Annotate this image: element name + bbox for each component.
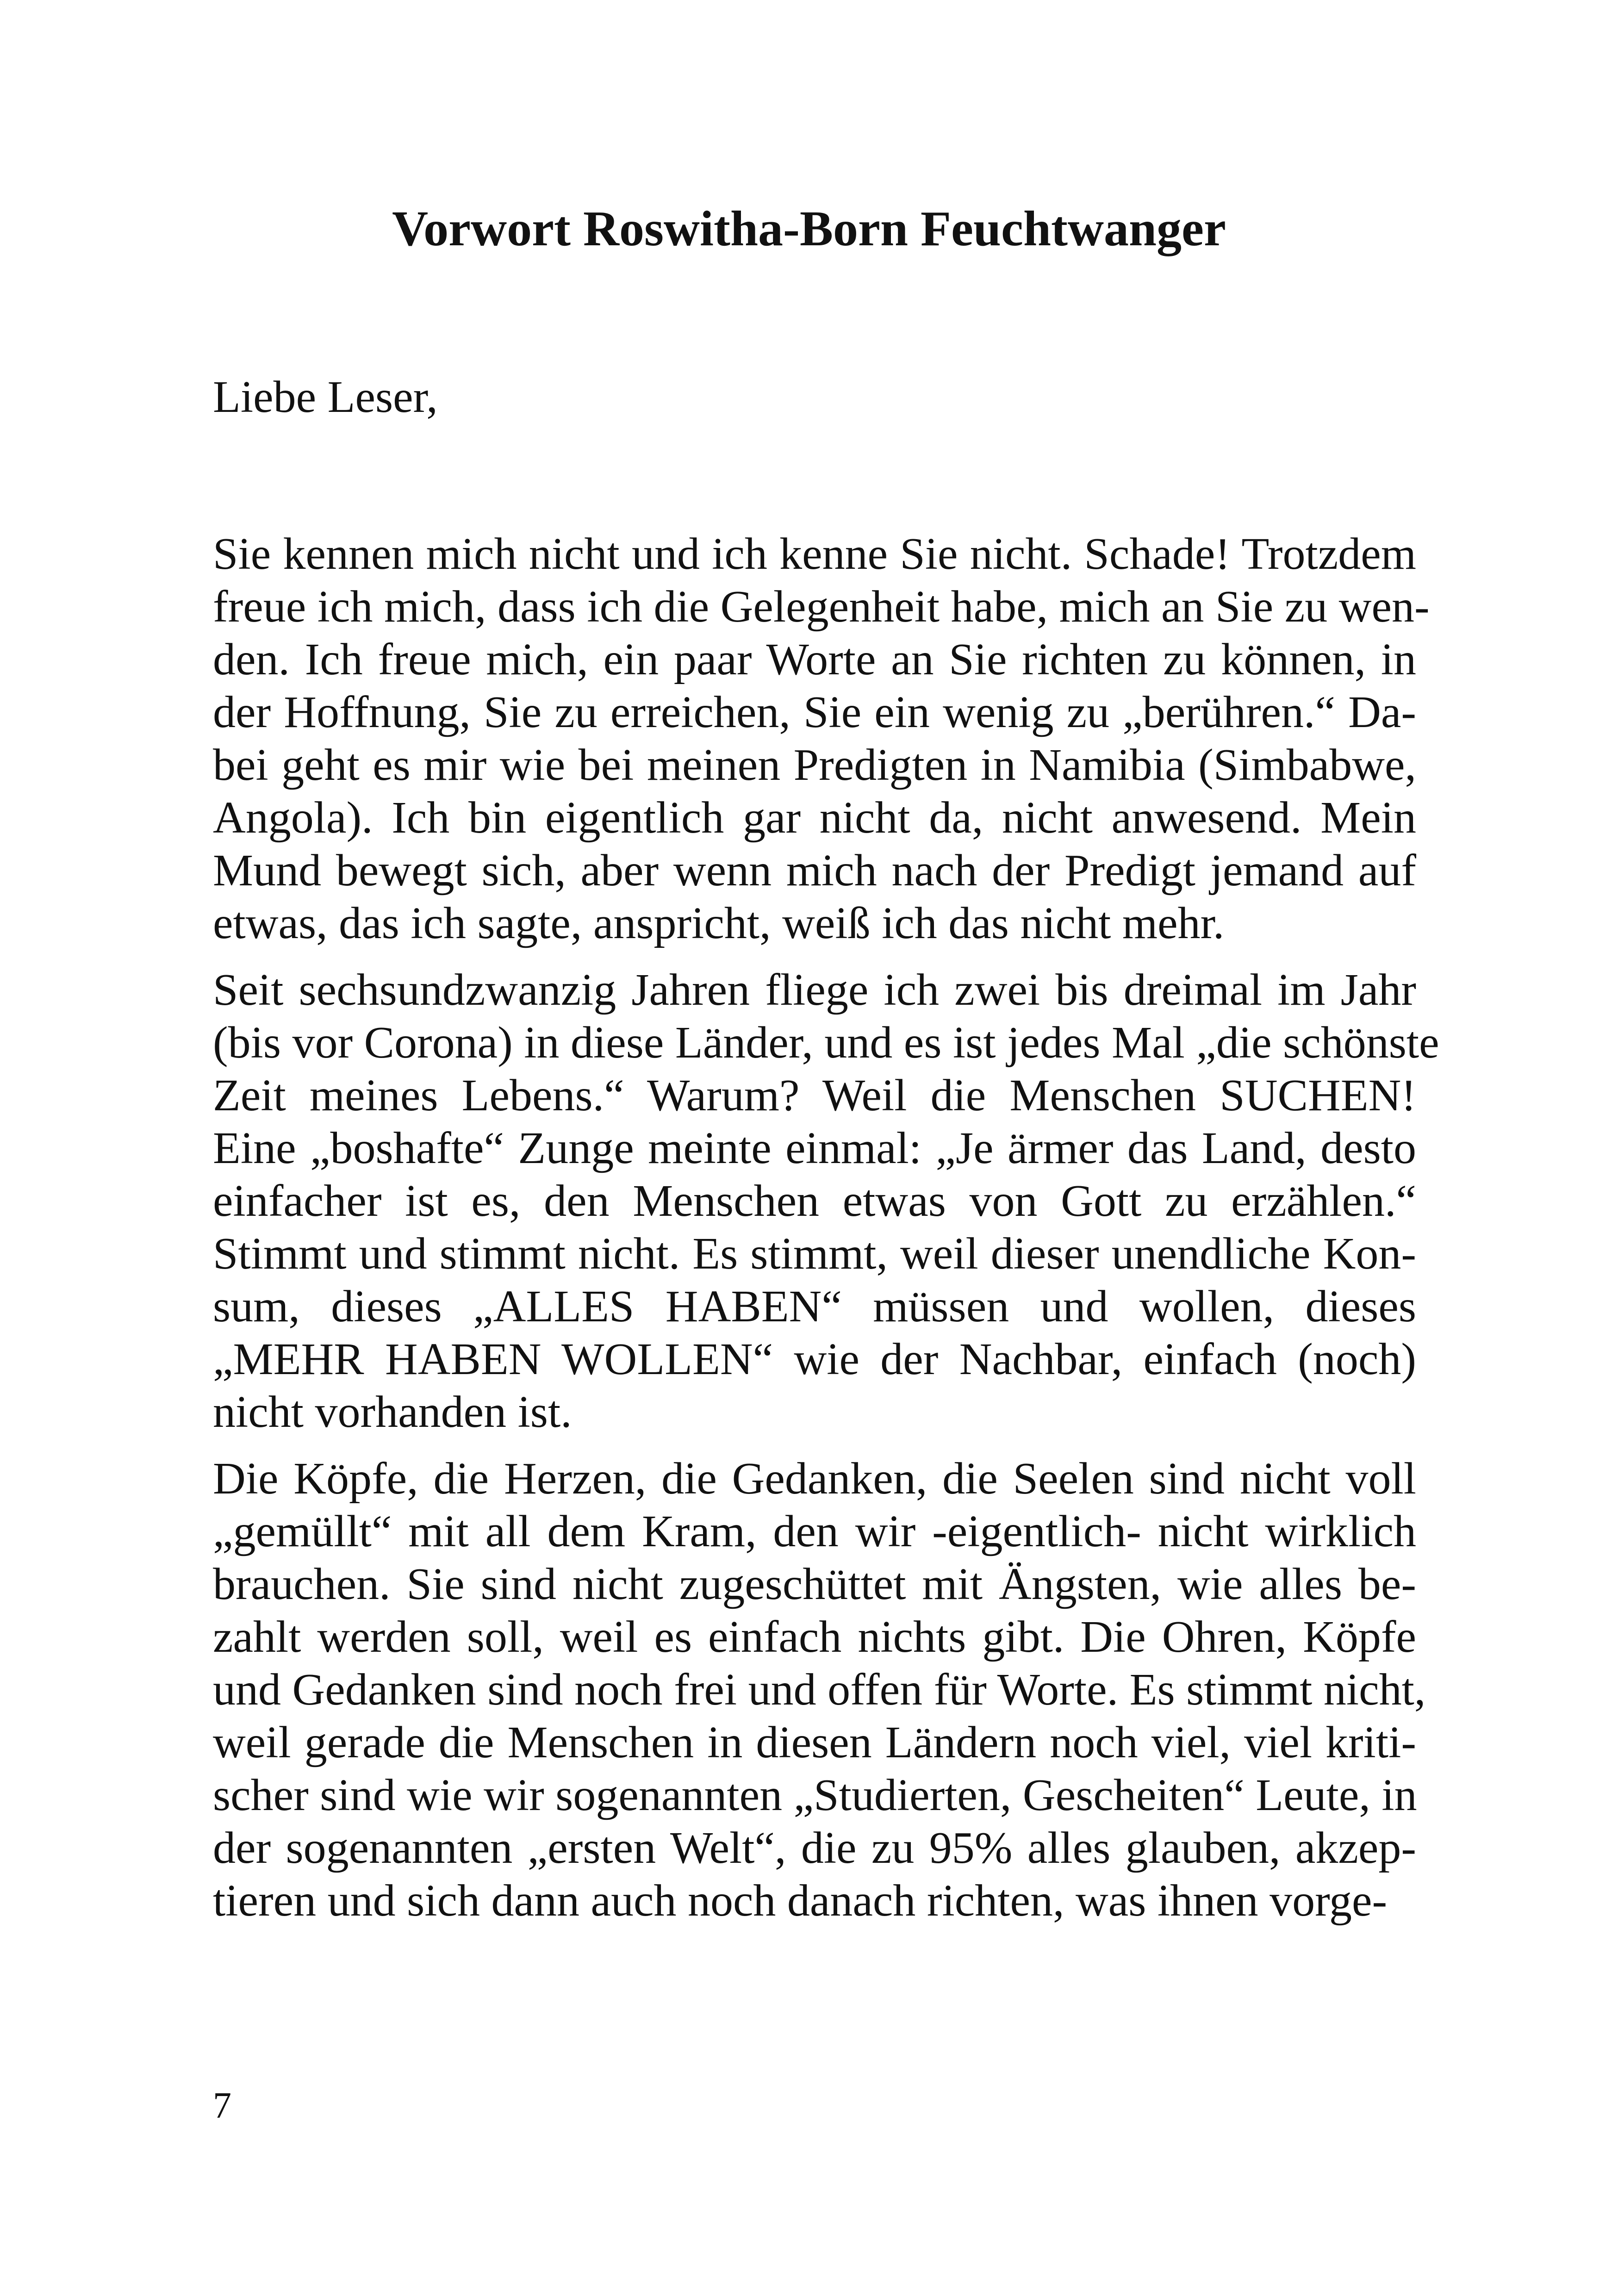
text-line: bei geht es mir wie bei meinen Predigten in Namibia (Simbabwe, [213,740,1416,790]
text-line: scher sind wie wir sogenannten „Studierten, Gescheiten“ Leute, in [213,1770,1417,1820]
paragraph-2 [213,964,1439,1438]
text-line: und Gedanken sind noch frei und offen für Worte. Es stimmt nicht, [213,1665,1426,1715]
text-line: der sogenannten „ersten Welt“, die zu 95% alles glauben, akzep- [213,1823,1416,1873]
paragraph-3 [213,1452,1426,1927]
text-line: Angola). Ich bin eigentlich gar nicht da, nicht anwesend. Mein [213,793,1416,843]
page-title: Vorwort Roswitha-Born Feuchtwanger [392,201,1226,256]
text-line: „gemüllt“ mit all dem Kram, den wir -eigentlich- nicht wirklich [213,1506,1416,1556]
body-text [213,528,1439,1941]
text-line: brauchen. Sie sind nicht zugeschüttet mit Ängsten, wie alles be- [213,1559,1416,1609]
text-line: Eine „boshafte“ Zunge meinte einmal: „Je ärmer das Land, desto [213,1123,1416,1173]
salutation: Liebe Leser, [213,372,438,422]
text-line: Die Köpfe, die Herzen, die Gedanken, die Seelen sind nicht voll [213,1454,1416,1504]
text-line: Mund bewegt sich, aber wenn mich nach der Predigt jemand auf [213,846,1416,896]
text-line: „MEHR HABEN WOLLEN“ wie der Nachbar, einfach (noch) [213,1334,1416,1384]
text-line: nicht vorhanden ist. [213,1387,572,1437]
text-line: Seit sechsundzwanzig Jahren fliege ich zwei bis dreimal im Jahr [213,965,1416,1015]
text-line: tieren und sich dann auch noch danach richten, was ihnen vorge- [213,1876,1388,1926]
text-line: etwas, das ich sagte, anspricht, weiß ich das nicht mehr. [213,898,1225,948]
text-line: zahlt werden soll, weil es einfach nichts gibt. Die Ohren, Köpfe [213,1612,1416,1662]
page-number: 7 [213,2085,231,2126]
text-line: freue ich mich, dass ich die Gelegenheit habe, mich an Sie zu wen- [213,582,1430,632]
text-line: sum, dieses „ALLES HABEN“ müssen und wollen, dieses [213,1282,1416,1332]
text-line: einfacher ist es, den Menschen etwas von Gott zu erzählen.“ [213,1176,1416,1226]
text-line: den. Ich freue mich, ein paar Worte an Sie richten zu können, in [213,635,1416,684]
text-line: (bis vor Corona) in diese Länder, und es ist jedes Mal „die schönste [213,1018,1439,1068]
paragraph-1 [213,528,1430,950]
text-line: weil gerade die Menschen in diesen Ländern noch viel, viel kriti- [213,1717,1416,1767]
text-line: Stimmt und stimmt nicht. Es stimmt, weil dieser unendliche Kon- [213,1229,1416,1279]
text-line: Sie kennen mich nicht und ich kenne Sie nicht. Schade! Trotzdem [213,529,1416,579]
text-line: der Hoffnung, Sie zu erreichen, Sie ein wenig zu „berühren.“ Da- [213,687,1416,737]
text-line: Zeit meines Lebens.“ Warum? Weil die Menschen SUCHEN! [213,1070,1416,1120]
